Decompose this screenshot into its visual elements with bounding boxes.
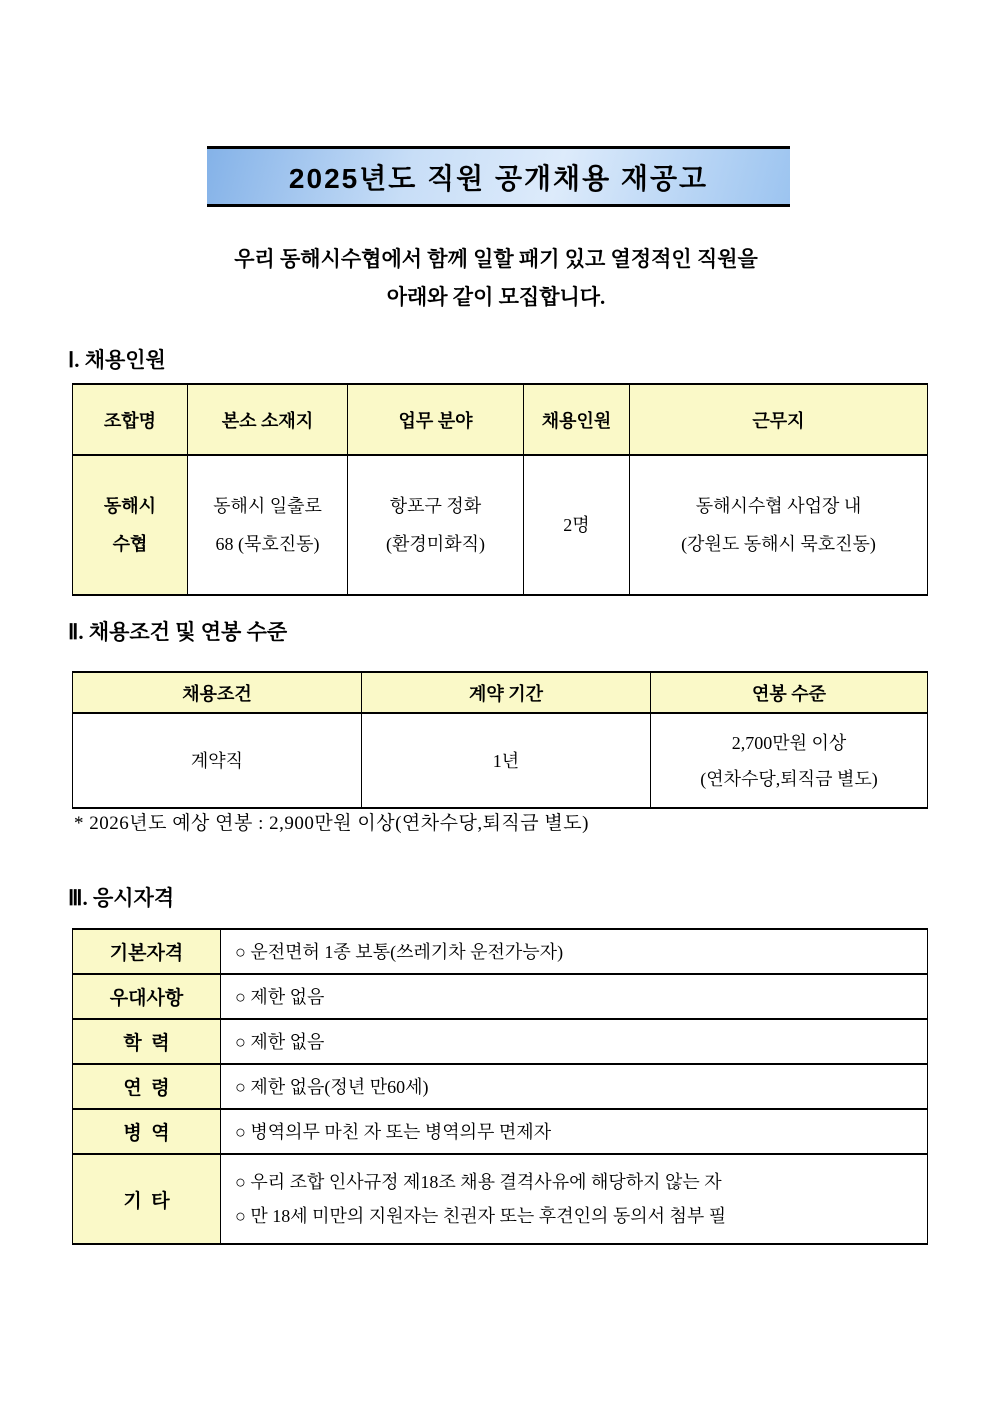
conditions-table-header-row [73, 672, 928, 713]
org-line-1: 동해시 [103, 496, 157, 516]
list-item: ○ 제한 없음 [235, 1031, 325, 1052]
recruitment-table [72, 383, 928, 596]
header-job: 업무 분야 [348, 384, 524, 455]
header-address: 본소 소재지 [188, 384, 348, 455]
salary-note: * 2026년도 예상 연봉 : 2,900만원 이상(연차수당,퇴직금 별도) [74, 813, 589, 834]
eligibility-label: 학 력 [73, 1019, 221, 1064]
salary-line-1: 2,700만원 이상 [731, 732, 847, 753]
cell-org [73, 455, 188, 595]
table-row [73, 929, 928, 974]
cell-location [630, 455, 928, 595]
list-item: ○ 우리 조합 인사규정 제18조 채용 결격사유에 해당하지 않는 자 [235, 1172, 722, 1192]
header-period: 계약 기간 [362, 672, 651, 713]
intro-line-1: 우리 동해시수협에서 함께 일할 패기 있고 열정적인 직원을 [234, 247, 758, 271]
table-row [73, 713, 928, 808]
eligibility-label: 기 타 [73, 1154, 221, 1244]
table-row [73, 455, 928, 595]
salary-line-2: (연차수당,퇴직금 별도) [700, 768, 878, 789]
eligibility-table [72, 928, 928, 1245]
header-salary: 연봉 수준 [651, 672, 928, 713]
section2-heading: Ⅱ. 채용조건 및 연봉 수준 [68, 620, 288, 644]
table-row [73, 1109, 928, 1154]
conditions-table [72, 671, 928, 809]
eligibility-content [221, 1064, 928, 1109]
table-row [73, 974, 928, 1019]
cell-job [348, 455, 524, 595]
list-item: ○ 병역의무 마친 자 또는 병역의무 면제자 [235, 1121, 552, 1142]
location-line-1: 동해시수협 사업장 내 [695, 496, 862, 516]
list-item: ○ 제한 없음(정년 만60세) [235, 1076, 429, 1097]
section3-heading: Ⅲ. 응시자격 [68, 886, 175, 910]
eligibility-label: 기본자격 [73, 929, 221, 974]
list-item: ○ 만 18세 미만의 지원자는 친권자 또는 후견인의 동의서 첨부 필 [235, 1206, 727, 1226]
location-line-2: (강원도 동해시 묵호진동) [681, 534, 876, 554]
eligibility-content [221, 929, 928, 974]
eligibility-content [221, 1154, 928, 1244]
list-item: ○ 운전면허 1종 보통(쓰레기차 운전가능자) [235, 941, 564, 962]
eligibility-content [221, 1019, 928, 1064]
cell-address [188, 455, 348, 595]
eligibility-label: 우대사항 [73, 974, 221, 1019]
org-line-2: 수협 [112, 534, 148, 554]
header-location: 근무지 [630, 384, 928, 455]
header-count: 채용인원 [524, 384, 630, 455]
page-title: 2025년도 직원 공개채용 재공고 [288, 162, 709, 194]
cell-count: 2명 [524, 455, 630, 595]
eligibility-content [221, 1109, 928, 1154]
job-line-1: 항포구 정화 [389, 496, 482, 516]
eligibility-label: 병 역 [73, 1109, 221, 1154]
header-condition: 채용조건 [73, 672, 362, 713]
eligibility-content [221, 974, 928, 1019]
address-line-2: 68 (묵호진동) [215, 534, 320, 554]
list-item: ○ 제한 없음 [235, 986, 325, 1007]
title-banner [207, 146, 790, 207]
section1-heading: Ⅰ. 채용인원 [68, 348, 166, 372]
cell-salary [651, 713, 928, 808]
cell-condition: 계약직 [73, 713, 362, 808]
address-line-1: 동해시 일출로 [213, 496, 322, 516]
intro-line-2: 아래와 같이 모집합니다. [386, 285, 606, 309]
cell-period: 1년 [362, 713, 651, 808]
eligibility-label: 연 령 [73, 1064, 221, 1109]
job-line-2: (환경미화직) [386, 534, 485, 554]
header-org: 조합명 [73, 384, 188, 455]
intro-paragraph [0, 240, 992, 316]
table-row [73, 1154, 928, 1244]
table-row [73, 1064, 928, 1109]
recruitment-table-header-row [73, 384, 928, 455]
table-row [73, 1019, 928, 1064]
